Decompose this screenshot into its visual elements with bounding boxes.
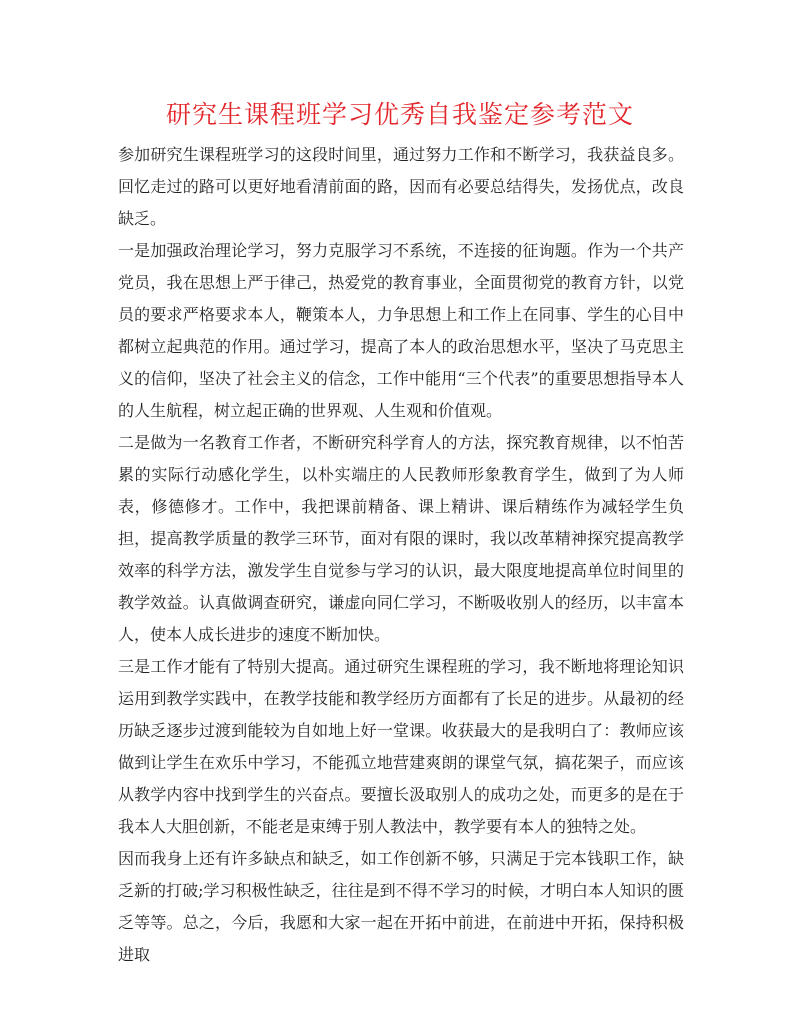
- document-body: [118, 139, 684, 971]
- paragraph-shortcomings: 因而我身上还有许多缺点和缺乏，如工作创新不够，只满足于完本钱职工作，缺乏新的打破;学习积极性缺乏，往往是到不得不学习的时候，才明白本人知识的匮乏等等。总之，今后，我愿和大家一起在开拓中前进，在前进中开拓，保持积极进取: [118, 849, 684, 964]
- paragraph-political-study: 一是加强政治理论学习，努力克服学习不系统，不连接的征询题。作为一个共产党员，我在思想上严于律己，热爱党的教育事业，全面贯彻党的教育方针，以党员的要求严格要求本人，鞭策本人，力争思想上和工作上在同事、学生的心目中都树立起典范的作用。通过学习，提高了本人的政治思想水平，坚决了马克思主义的信仰，坚决了社会主义的信念，工作中能用“三个代表”的重要思想指导本人的人生航程，树立起正确的世界观、人生观和价值观。: [118, 241, 684, 420]
- paragraph-teaching-methods: 二是做为一名教育工作者，不断研究科学育人的方法，探究教育规律，以不怕苦累的实际行动感化学生，以朴实端庄的人民教师形象教育学生，做到了为人师表，修德修才。工作中，我把课前精备、课上精讲、课后精练作为减轻学生负担，提高教学质量的教学三环节，面对有限的课时，我以改革精神探究提高教学效率的科学方法，激发学生自觉参与学习的认识，最大限度地提高单位时间里的教学效益。认真做调查研究，谦虚向同仁学习，不断吸收别人的经历，以丰富本人，使本人成长进步的速度不断加快。: [118, 433, 684, 644]
- paragraph-work-ability: 三是工作才能有了特别大提高。通过研究生课程班的学习，我不断地将理论知识运用到教学实践中，在教学技能和教学经历方面都有了长足的进步。从最初的经历缺乏逐步过渡到能较为自如地上好一堂课。收获最大的是我明白了：教师应该做到让学生在欢乐中学习，不能孤立地营建爽朗的课堂气氛，搞花架子，而应该从教学内容中找到学生的兴奋点。要擅长汲取别人的成功之处，而更多的是在于我本人大胆创新，不能老是束缚于别人教法中，教学要有本人的独特之处。: [118, 657, 684, 836]
- paragraph-intro: 参加研究生课程班学习的这段时间里，通过努力工作和不断学习，我获益良多。回忆走过的路可以更好地看清前面的路，因而有必要总结得失，发扬优点，改良缺乏。: [118, 145, 684, 228]
- document-title: 研究生课程班学习优秀自我鉴定参考范文: [165, 100, 634, 129]
